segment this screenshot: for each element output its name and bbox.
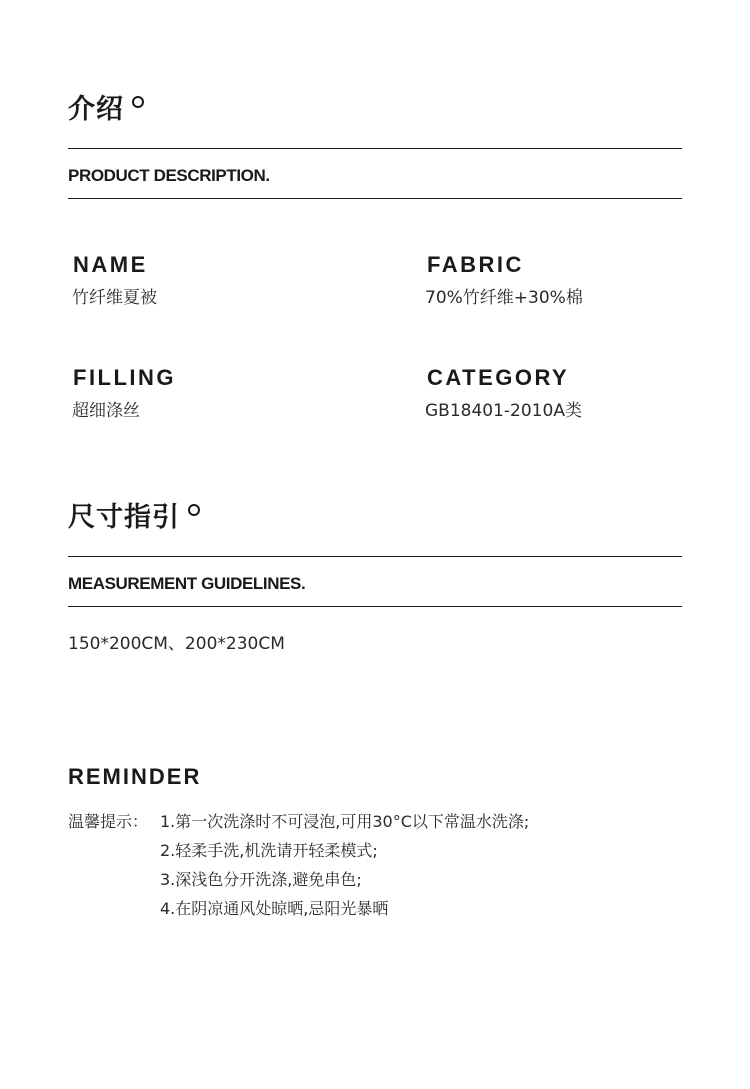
reminder-item: 1.第一次洗涤时不可浸泡,可用30°C以下常温水洗涤; — [160, 812, 530, 831]
spec-filling-label: FILLING — [73, 365, 177, 390]
spec-fabric-label: FABRIC — [427, 252, 524, 277]
size-title-text: 尺寸指引 — [68, 502, 180, 533]
divider — [68, 148, 682, 149]
intro-title — [68, 96, 144, 123]
spec-category-value: GB18401-2010A类 — [425, 401, 582, 421]
spec-filling-value: 超细涤丝 — [72, 401, 140, 421]
intro-subtitle: PRODUCT DESCRIPTION. — [68, 166, 270, 185]
spec-name-label: NAME — [73, 252, 148, 277]
reminder-title: REMINDER — [68, 764, 202, 789]
reminder-item: 3.深浅色分开洗涤,避免串色; — [160, 870, 362, 889]
divider — [68, 556, 682, 557]
divider — [68, 606, 682, 607]
reminder-prefix: 温馨提示： — [68, 812, 149, 831]
size-title — [68, 504, 200, 531]
spec-fabric-value: 70%竹纤维+30%棉 — [425, 288, 583, 308]
spec-name-value: 竹纤维夏被 — [72, 288, 157, 308]
divider — [68, 198, 682, 199]
reminder-item: 2.轻柔手洗,机洗请开轻柔模式; — [160, 841, 378, 860]
intro-title-text: 介绍 — [68, 94, 124, 125]
degree-circle-icon — [188, 504, 200, 516]
size-subtitle: MEASUREMENT GUIDELINES. — [68, 574, 306, 593]
spec-category-label: CATEGORY — [427, 365, 570, 390]
size-value: 150*200CM、200*230CM — [68, 634, 285, 654]
degree-circle-icon — [132, 96, 144, 108]
reminder-item: 4.在阴凉通风处晾晒,忌阳光暴晒 — [160, 899, 389, 918]
